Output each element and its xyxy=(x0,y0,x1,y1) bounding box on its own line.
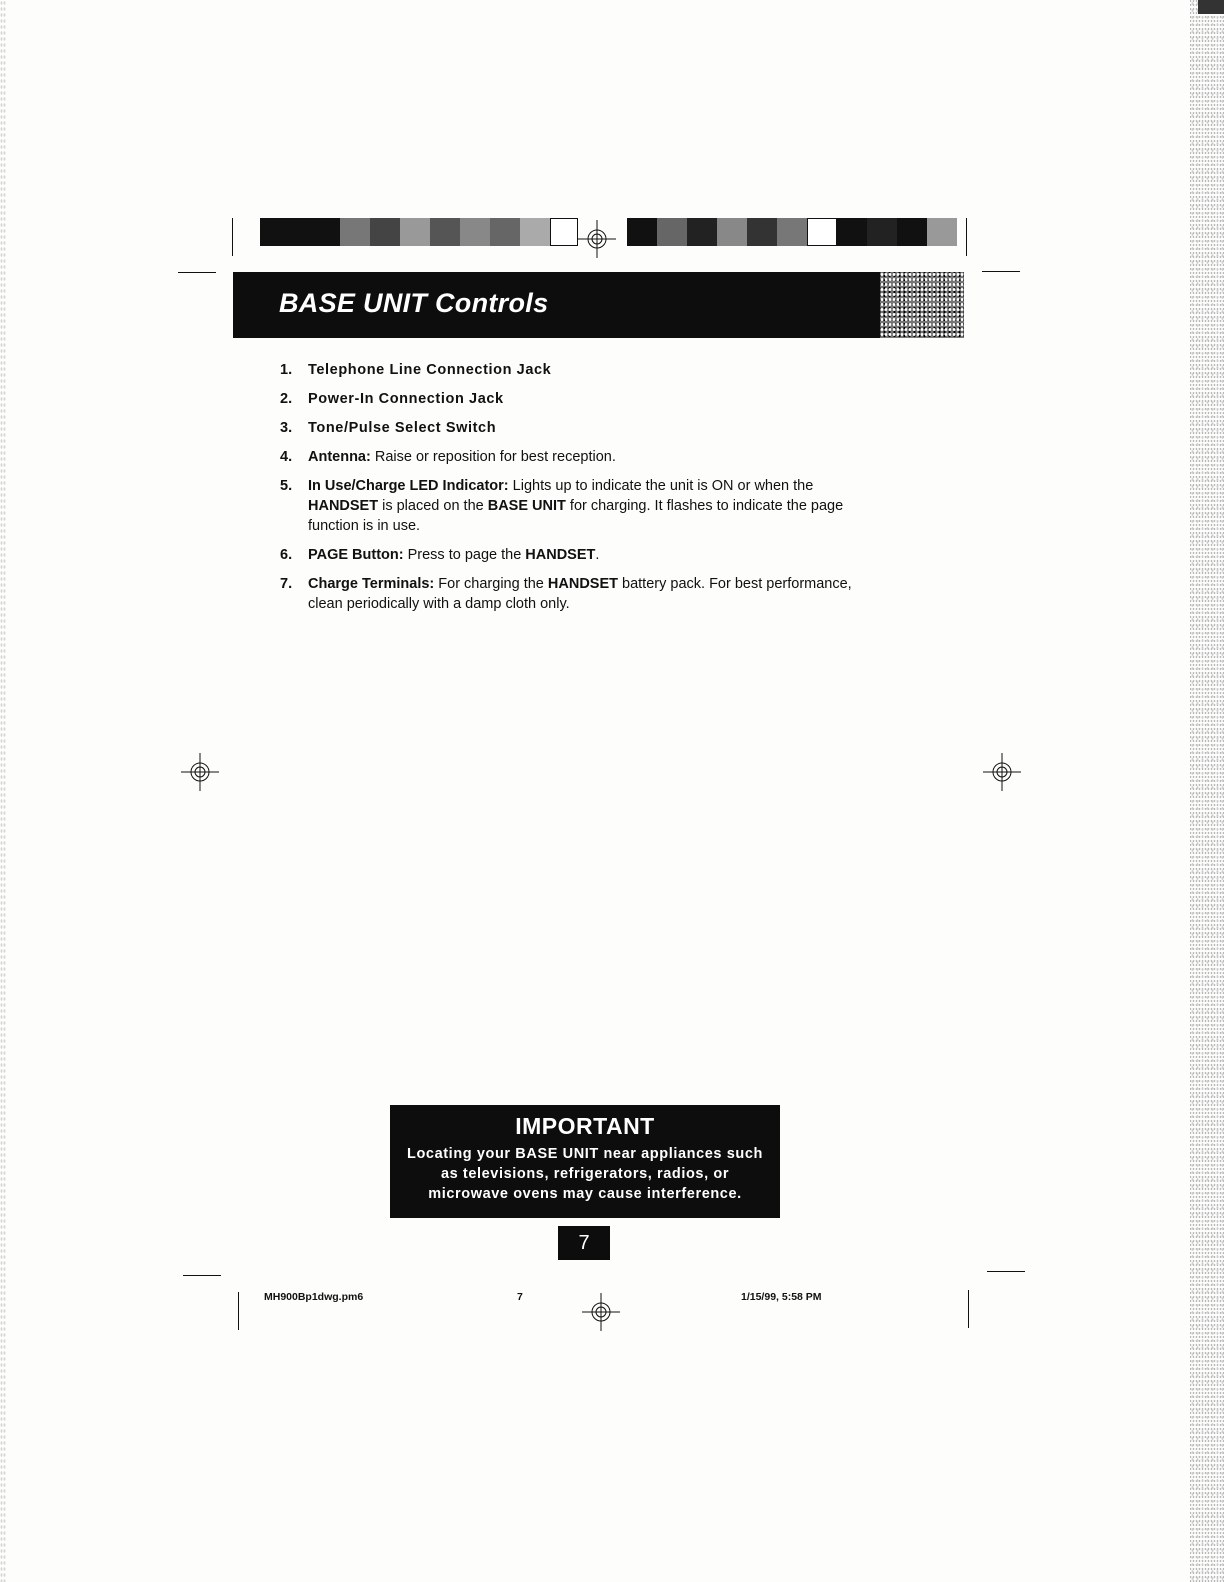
crop-mark-right-top xyxy=(982,271,1020,272)
list-item: 2. Power-In Connection Jack xyxy=(280,391,504,407)
important-body: Locating your BASE UNIT near appliances such as televisions, refrigerators, radios, or microwave ovens may cause interference. xyxy=(407,1146,763,1202)
section-title-bar xyxy=(233,272,964,338)
crop-mark-top-right xyxy=(966,218,967,256)
list-item: 4. Antenna: Raise or reposition for best reception. xyxy=(280,449,616,465)
registration-mark-left-icon xyxy=(181,753,219,791)
footer-filename: MH900Bp1dwg.pm6 xyxy=(264,1291,364,1303)
list-item: 6. PAGE Button: Press to page the HANDSET. xyxy=(280,547,600,563)
registration-mark-bottom-icon xyxy=(582,1293,620,1331)
scan-edge-left xyxy=(0,0,6,1582)
registration-mark-right-icon xyxy=(983,753,1021,791)
calibration-strip-left xyxy=(260,218,578,246)
page-title: BASE UNIT Controls xyxy=(279,288,549,318)
crop-mark-right-bottom xyxy=(987,1271,1025,1272)
crop-mark-left-top xyxy=(178,272,216,273)
list-item: 5. In Use/Charge LED Indicator: Lights up to indicate the unit is ON or when the HANDSET is placed on the BASE UNIT for charging. It flashes to indicate the page function is in use. xyxy=(280,478,844,534)
crop-mark-bottom-right xyxy=(968,1290,969,1328)
important-title: IMPORTANT xyxy=(515,1113,655,1139)
corner-tab xyxy=(1198,0,1224,14)
crop-mark-bottom-left xyxy=(238,1292,239,1330)
footer-page: 7 xyxy=(517,1291,523,1303)
registration-mark-top-icon xyxy=(578,220,616,258)
base-unit-controls-list xyxy=(280,360,880,623)
list-item: 3. Tone/Pulse Select Switch xyxy=(280,420,497,436)
crop-mark-top-left xyxy=(232,218,233,256)
title-bar-halftone xyxy=(880,272,964,338)
calibration-strip-right xyxy=(627,218,957,246)
list-item: 7. Charge Terminals: For charging the HANDSET battery pack. For best performance, clean periodically with a damp cloth only. xyxy=(280,576,852,612)
footer-timestamp: 1/15/99, 5:58 PM xyxy=(741,1291,822,1303)
list-item: 1. Telephone Line Connection Jack xyxy=(280,362,552,378)
scan-edge-right xyxy=(1190,0,1224,1582)
important-notice-box xyxy=(390,1105,780,1218)
page-number: 7 xyxy=(558,1226,610,1260)
crop-mark-left-bottom xyxy=(183,1275,221,1276)
